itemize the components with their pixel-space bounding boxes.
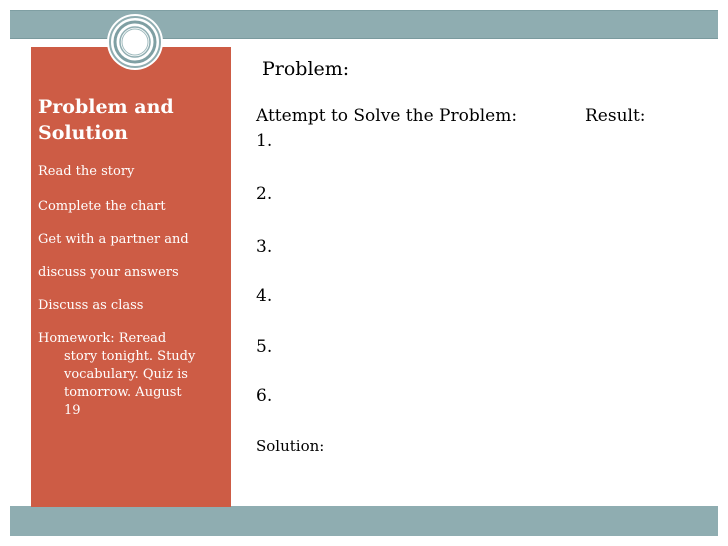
problem-heading: Problem:	[262, 58, 350, 80]
attempt-number-4: 4.	[256, 286, 273, 306]
sidebar-item-complete-chart: Complete the chart	[38, 199, 166, 214]
attempt-number-5: 5.	[256, 337, 273, 357]
sidebar-item-homework	[38, 330, 208, 420]
homework-line: Homework: Reread	[38, 331, 167, 346]
solution-label: Solution:	[256, 437, 325, 455]
sidebar-item-partner: Get with a partner and	[38, 232, 189, 247]
homework-line: story tonight. Study	[64, 349, 196, 364]
sidebar-item-discuss-answers: discuss your answers	[38, 265, 179, 280]
homework-line: 19	[64, 403, 81, 418]
homework-line: tomorrow. August	[64, 385, 182, 400]
sidebar-item-read-story: Read the story	[38, 164, 135, 179]
attempt-number-2: 2.	[256, 184, 273, 204]
sidebar-title-line1: Problem and	[38, 96, 174, 118]
homework-line: vocabulary. Quiz is	[64, 367, 188, 382]
bottom-band	[10, 506, 718, 536]
attempt-number-1: 1.	[256, 131, 273, 151]
attempt-number-6: 6.	[256, 386, 273, 406]
attempt-label: Attempt to Solve the Problem:	[256, 106, 518, 126]
sidebar-title-line2: Solution	[38, 122, 128, 144]
sidebar-item-discuss-class: Discuss as class	[38, 298, 144, 313]
sidebar-title	[38, 94, 228, 146]
attempt-number-3: 3.	[256, 237, 273, 257]
result-label: Result:	[585, 106, 646, 126]
concentric-circle-ring-icon	[107, 14, 163, 70]
